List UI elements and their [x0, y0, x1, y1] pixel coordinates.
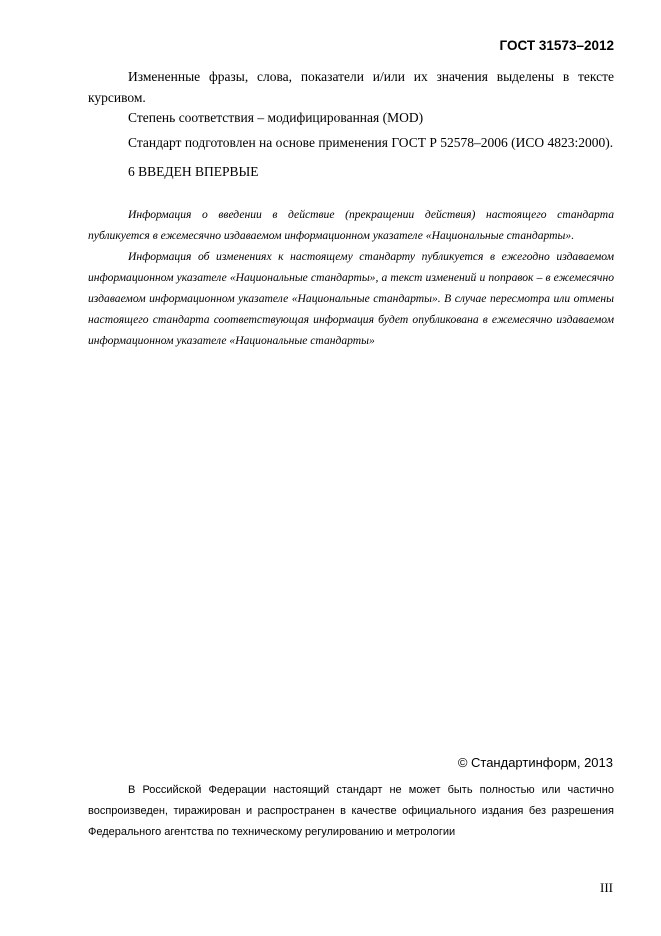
changes-info: Информация об изменениях к настоящему стандарту публикуется в ежегодно издаваемом информационном указателе «Национальные стандарты», а текст изменений и поправок – в ежемесячно издаваемом информационном указателе «Национальные стандарты». В случае пересмотра или отмены настоящего стандарта соответствующая информация будет опубликована в ежемесячно издаваемом информационном указателе «Национальные стандарты» [88, 250, 614, 347]
standard-code: ГОСТ 31573–2012 [499, 38, 614, 53]
copyright: © Стандартинформ, 2013 [457, 755, 613, 770]
entry-into-force-info: Информация о введении в действие (прекращении действия) настоящего стандарта публикуется в ежемесячно издаваемом информационном указателе «Национальные стандарты». [88, 208, 614, 242]
reproduction-notice: В Российской Федерации настоящий стандарт не может быть полностью или частично воспроизведен, тиражирован и распространен в качестве официального издания без разрешения Федерального агентства по техническому регулированию и метрологии [88, 784, 614, 838]
changed-phrases-paragraph: Измененные фразы, слова, показатели и/или их значения выделены в тексте курсивом. [88, 69, 614, 105]
publication-info [88, 204, 614, 351]
page-number: III [600, 880, 613, 895]
conformity-paragraph: Степень соответствия – модифицированная (MOD) [128, 110, 424, 125]
prepared-basis-paragraph: Стандарт подготовлен на основе применения ГОСТ Р 52578–2006 (ИСО 4823:2000). [128, 135, 614, 150]
introduced-paragraph: 6 ВВЕДЕН ВПЕРВЫЕ [128, 164, 259, 179]
